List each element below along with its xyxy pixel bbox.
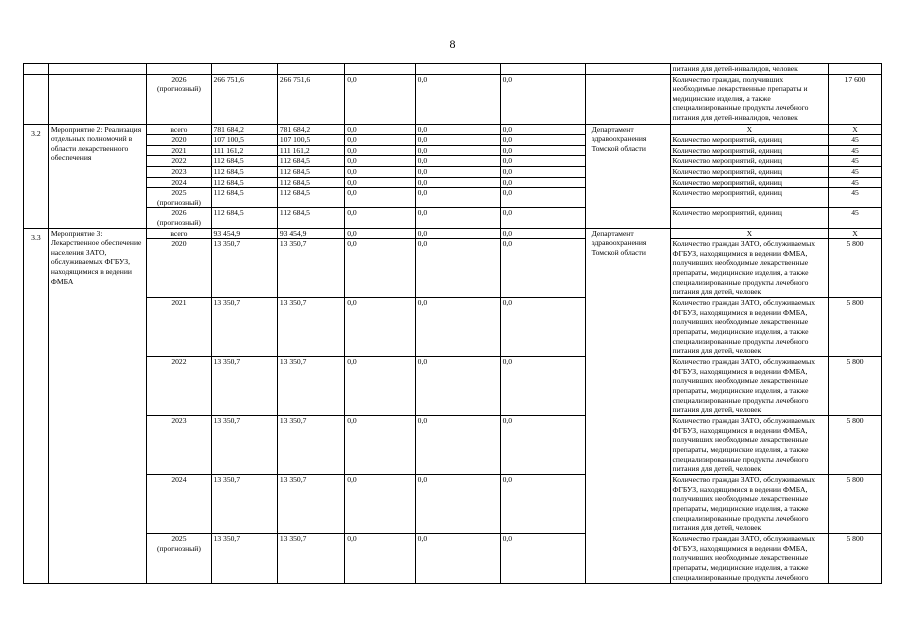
other-cell: 0,0 [500,357,585,416]
federal-cell: 13 350,7 [277,298,344,357]
year-cell [147,416,211,475]
other-cell: 0,0 [500,166,585,177]
year-cell [147,166,211,177]
measure-name-cell: Мероприятие 3: Лекарственное обеспечение населения ЗАТО, обслуживаемых ФГБУЗ, находящимися в ведении ФМБА [48,228,146,584]
indicator-value-cell: 45 [829,177,882,188]
table-row [24,166,882,177]
local-cell: 0,0 [415,475,500,534]
table-row [24,475,882,534]
regional-cell: 0,0 [345,74,415,124]
year-label: всего [170,228,188,238]
year-cell [147,145,211,156]
federal-cell: 112 684,5 [277,177,344,188]
year-cell [147,475,211,534]
department-cell: Департамент здравоохранения Томской области [585,228,670,584]
table-row [24,357,882,416]
regional-cell: 0,0 [345,475,415,534]
regional-cell: 0,0 [345,228,415,239]
indicator-cell: Х [670,124,829,135]
total-cell: 13 350,7 [211,534,277,584]
year-cell [147,208,211,228]
table-row [24,177,882,188]
table-row [24,188,882,208]
page-number: 8 [449,37,456,51]
other-cell: 0,0 [500,239,585,298]
regional-cell: 0,0 [345,534,415,584]
federal-cell: 13 350,7 [277,416,344,475]
table-row [24,416,882,475]
year-label: всего [170,124,188,134]
federal-cell: 112 684,5 [277,166,344,177]
other-cell: 0,0 [500,208,585,228]
year-label: 2020 [171,135,187,145]
total-cell: 13 350,7 [211,416,277,475]
total-cell: 266 751,6 [211,74,277,124]
federal-cell: 112 684,5 [277,188,344,208]
indicator-value-cell: 5 800 [829,298,882,357]
department-cell: Департамент здравоохранения Томской области [585,124,670,228]
table-row [24,135,882,146]
local-cell: 0,0 [415,124,500,135]
table-row [24,156,882,167]
local-cell: 0,0 [415,156,500,167]
year-cell [147,177,211,188]
year-cell [147,188,211,208]
year-cell [147,228,211,239]
other-cell: 0,0 [500,228,585,239]
other-cell: 0,0 [500,416,585,475]
year-label: 2026 [171,208,187,218]
table-row [24,298,882,357]
indicator-value-cell: 45 [829,188,882,208]
total-cell: 112 684,5 [211,208,277,228]
indicator-value-cell: Х [829,228,882,239]
local-cell: 0,0 [415,188,500,208]
indicator-cell: Количество мероприятий, единиц [670,156,829,167]
local-cell: 0,0 [415,177,500,188]
year-label: 2021 [171,145,187,155]
regional-cell: 0,0 [345,357,415,416]
measure-name-cell: Мероприятие 2: Реализация отдельных полномочий в области лекарственного обеспечения [48,124,146,228]
year-cell [147,156,211,167]
indicator-value-cell: Х [829,124,882,135]
federal-cell: 13 350,7 [277,534,344,584]
regional-cell: 0,0 [345,156,415,167]
regional-cell: 0,0 [345,145,415,156]
year-label: 2022 [171,357,187,367]
regional-cell: 0,0 [345,208,415,228]
year-cell [147,298,211,357]
year-label: 2020 [171,239,187,249]
local-cell: 0,0 [415,239,500,298]
federal-cell: 13 350,7 [277,239,344,298]
other-cell: 0,0 [500,156,585,167]
regional-cell: 0,0 [345,188,415,208]
indicator-value-cell: 45 [829,145,882,156]
year-label: 2024 [171,177,187,187]
local-cell: 0,0 [415,166,500,177]
other-cell: 0,0 [500,534,585,584]
indicator-cell: Количество граждан ЗАТО, обслуживаемых ФГБУЗ, находящимися в ведении ФМБА, получивших необходимые лекарственные препараты, медицинские изделия, а также специализированные продукты лечебного питания для детей, человек [670,475,829,534]
indicator-value-cell: 5 800 [829,357,882,416]
indicator-value-cell: 5 800 [829,534,882,584]
indicator-cell: Количество граждан ЗАТО, обслуживаемых ФГБУЗ, находящимися в ведении ФМБА, получивших необходимые лекарственные препараты, медицинские изделия, а также специализированные продукты лечебного питания для детей, человек [670,357,829,416]
indicator-cell: Количество мероприятий, единиц [670,145,829,156]
indicator-cell: питания для детей-инвалидов, человек [670,64,829,75]
measure-number-cell: 3.2 [24,124,49,228]
indicator-cell: Количество мероприятий, единиц [670,177,829,188]
federal-cell: 781 684,2 [277,124,344,135]
federal-cell: 111 161,2 [277,145,344,156]
regional-cell: 0,0 [345,166,415,177]
local-cell: 0,0 [415,228,500,239]
indicator-cell: Количество граждан ЗАТО, обслуживаемых ФГБУЗ, находящимися в ведении ФМБА, получивших необходимые лекарственные препараты, медицинские изделия, а также специализированные продукты лечебного питания для детей, человек [670,416,829,475]
total-cell: 112 684,5 [211,188,277,208]
federal-cell: 112 684,5 [277,156,344,167]
federal-cell: 112 684,5 [277,208,344,228]
local-cell: 0,0 [415,145,500,156]
year-label: 2025 [171,188,187,198]
year-label: 2025 [171,534,187,544]
federal-cell: 266 751,6 [277,74,344,124]
table-row [24,228,882,239]
local-cell: 0,0 [415,534,500,584]
regional-cell: 0,0 [345,177,415,188]
table-row [24,208,882,228]
other-cell: 0,0 [500,188,585,208]
total-cell: 13 350,7 [211,298,277,357]
indicator-value-cell: 45 [829,166,882,177]
indicator-cell: Количество граждан ЗАТО, обслуживаемых ФГБУЗ, находящимися в ведении ФМБА, получивших необходимые лекарственные препараты, медицинские изделия, а также специализированные продукты лечебного питания для детей, человек [670,298,829,357]
local-cell: 0,0 [415,208,500,228]
table-row [24,534,882,584]
indicator-cell: Количество мероприятий, единиц [670,208,829,228]
other-cell: 0,0 [500,124,585,135]
indicator-value-cell: 45 [829,156,882,167]
total-cell: 111 161,2 [211,145,277,156]
indicator-value-cell: 5 800 [829,475,882,534]
table-body [24,64,882,584]
regional-cell: 0,0 [345,239,415,298]
year-label: 2023 [171,166,187,176]
indicator-value-cell: 5 800 [829,416,882,475]
indicator-cell: Количество мероприятий, единиц [670,188,829,208]
federal-cell: 13 350,7 [277,475,344,534]
total-cell: 13 350,7 [211,357,277,416]
indicator-cell: Количество мероприятий, единиц [670,166,829,177]
table-row [24,64,882,75]
indicator-value-cell: 17 600 [829,74,882,124]
total-cell: 112 684,5 [211,166,277,177]
year-cell [147,534,211,584]
year-note: (прогнозный) [156,217,201,227]
program-table [23,63,882,584]
total-cell: 112 684,5 [211,177,277,188]
year-cell [147,124,211,135]
other-cell: 0,0 [500,475,585,534]
year-note: (прогнозный) [156,543,201,553]
total-cell: 781 684,2 [211,124,277,135]
indicator-cell: Х [670,228,829,239]
federal-cell: 93 454,9 [277,228,344,239]
other-cell: 0,0 [500,74,585,124]
year-label: 2022 [171,156,187,166]
year-label: 2023 [171,416,187,426]
other-cell: 0,0 [500,298,585,357]
year-label: 2021 [171,298,187,308]
other-cell: 0,0 [500,145,585,156]
indicator-value-cell: 5 800 [829,239,882,298]
federal-cell: 13 350,7 [277,357,344,416]
total-cell: 13 350,7 [211,475,277,534]
year-cell [147,135,211,146]
indicator-cell: Количество мероприятий, единиц [670,135,829,146]
total-cell: 93 454,9 [211,228,277,239]
regional-cell: 0,0 [345,135,415,146]
total-cell: 112 684,5 [211,156,277,167]
year-cell [147,239,211,298]
regional-cell: 0,0 [345,298,415,357]
year-label: 2024 [171,475,187,485]
measure-number-cell: 3.3 [24,228,49,584]
year-note: (прогнозный) [156,197,201,207]
regional-cell: 0,0 [345,124,415,135]
indicator-value-cell: 45 [829,135,882,146]
indicator-cell: Количество граждан, получивших необходимые лекарственные препараты и медицинские изделия, а также специализированные продукты лечебного питания для детей-инвалидов, человек [670,74,829,124]
local-cell: 0,0 [415,135,500,146]
regional-cell: 0,0 [345,416,415,475]
local-cell: 0,0 [415,74,500,124]
table-row [24,74,882,124]
other-cell: 0,0 [500,135,585,146]
indicator-cell: Количество граждан ЗАТО, обслуживаемых ФГБУЗ, находящимися в ведении ФМБА, получивших необходимые лекарственные препараты, медицинские изделия, а также специализированные продукты лечебного [670,534,829,584]
other-cell: 0,0 [500,177,585,188]
year-cell [147,357,211,416]
federal-cell: 107 100,5 [277,135,344,146]
table-row [24,124,882,135]
total-cell: 13 350,7 [211,239,277,298]
local-cell: 0,0 [415,357,500,416]
total-cell: 107 100,5 [211,135,277,146]
local-cell: 0,0 [415,298,500,357]
year-cell: 2026 (прогнозный) [147,74,211,124]
table-row [24,239,882,298]
table-row [24,145,882,156]
local-cell: 0,0 [415,416,500,475]
indicator-value-cell: 45 [829,208,882,228]
indicator-cell: Количество граждан ЗАТО, обслуживаемых ФГБУЗ, находящимися в ведении ФМБА, получивших необходимые лекарственные препараты, медицинские изделия, а также специализированные продукты лечебного питания для детей, человек [670,239,829,298]
